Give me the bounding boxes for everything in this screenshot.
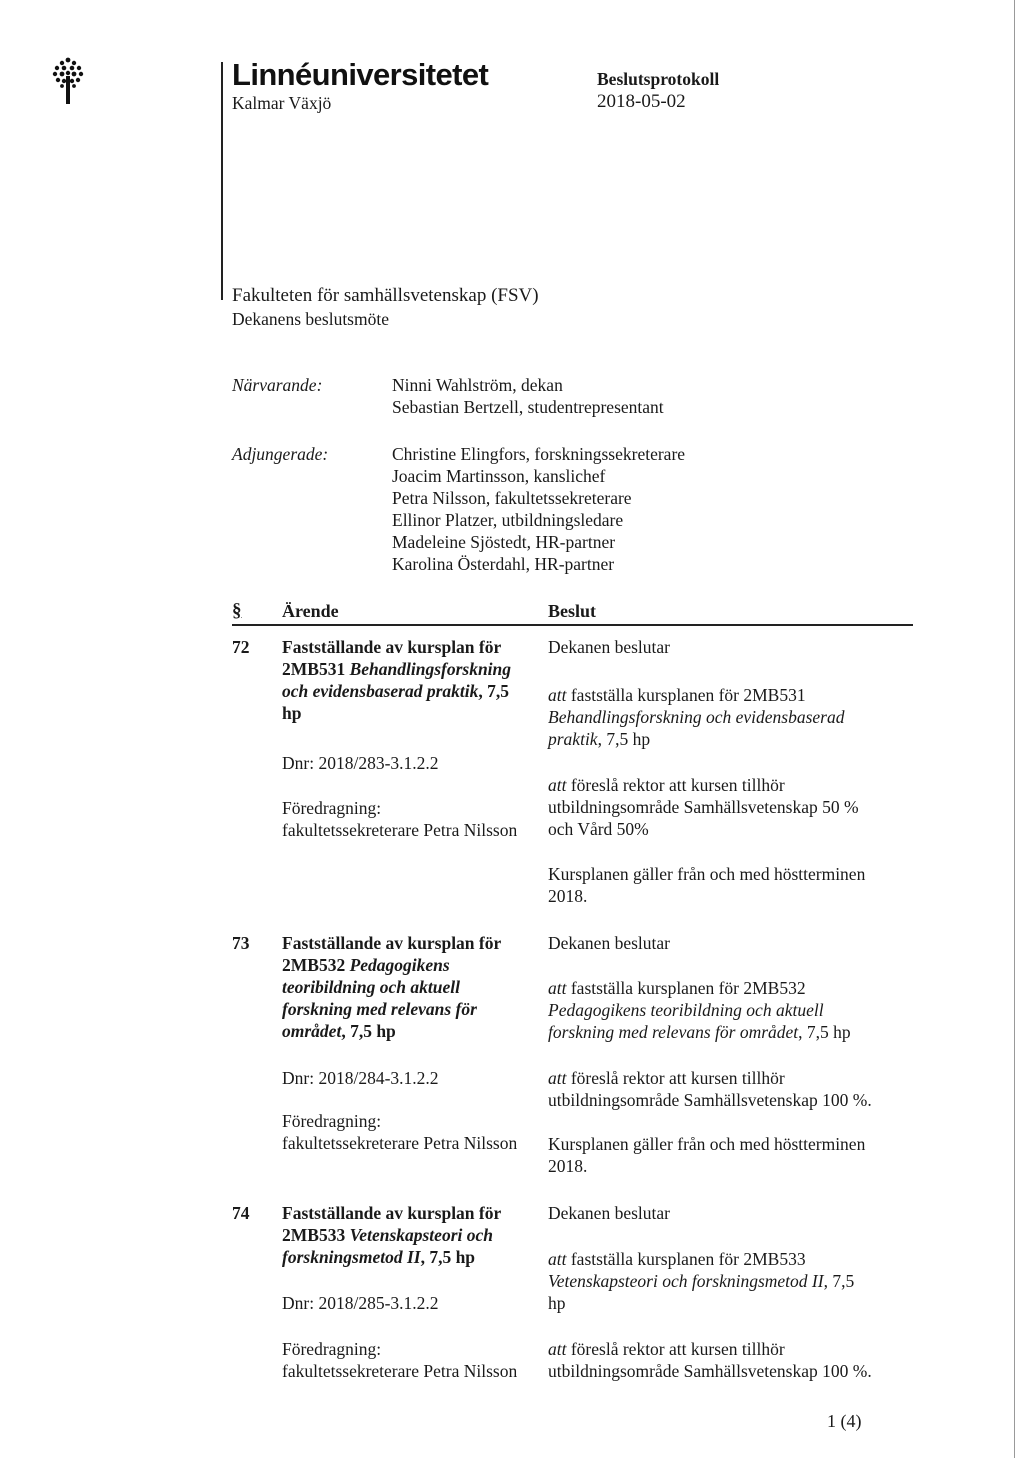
- adjunct-list: [392, 443, 685, 575]
- present-name: Sebastian Bertzell, studentrepresentant: [392, 397, 664, 417]
- title-line: 2MB532 Pedagogikens: [282, 955, 450, 975]
- item-number: 73: [232, 933, 250, 953]
- decision-line: praktik, 7,5 hp: [548, 729, 651, 749]
- decision-line: 2018.: [548, 886, 588, 906]
- decision-paragraph: [548, 863, 865, 907]
- decision-intro: Dekanen beslutar: [548, 637, 670, 657]
- decision-paragraph: [548, 1248, 854, 1314]
- item-number: 72: [232, 637, 250, 657]
- decision-intro: Dekanen beslutar: [548, 1203, 670, 1223]
- column-arende: Ärende: [282, 601, 339, 621]
- item-dnr: Dnr: 2018/284-3.1.2.2: [282, 1068, 439, 1088]
- decision-line: att fastställa kursplanen för 2MB532: [548, 978, 806, 998]
- decision-line: hp: [548, 1293, 566, 1313]
- present-label: Närvarande:: [232, 375, 323, 395]
- decision-line: att fastställa kursplanen för 2MB531: [548, 685, 806, 705]
- decision-line: att föreslå rektor att kursen tillhör: [548, 775, 785, 795]
- decision-line: Kursplanen gäller från och med höstterminen: [548, 864, 866, 884]
- item-dnr: Dnr: 2018/285-3.1.2.2: [282, 1293, 439, 1313]
- item-dnr: Dnr: 2018/283-3.1.2.2: [282, 753, 439, 773]
- decision-paragraph: [548, 1067, 872, 1111]
- item-foredragning: [282, 797, 517, 841]
- item-title: [282, 932, 501, 1042]
- present-list: [392, 374, 664, 418]
- decision-line: Behandlingsforskning och evidensbaserad: [548, 707, 845, 727]
- faculty-name: Fakulteten för samhällsvetenskap (FSV): [232, 285, 539, 306]
- adjunct-name: Madeleine Sjöstedt, HR-partner: [392, 532, 616, 552]
- title-line: hp: [282, 703, 302, 723]
- table-header-rule: [232, 624, 913, 626]
- foredragning-person: fakultetssekreterare Petra Nilsson: [282, 1361, 518, 1381]
- foredragning-person: fakultetssekreterare Petra Nilsson: [282, 820, 518, 840]
- adjunct-name: Karolina Österdahl, HR-partner: [392, 554, 615, 574]
- title-line: 2MB531 Behandlingsforskning: [282, 659, 512, 679]
- decision-line: att fastställa kursplanen för 2MB533: [548, 1249, 806, 1269]
- title-line: forskning med relevans för: [282, 999, 477, 1019]
- adjunct-name: Ellinor Platzer, utbildningsledare: [392, 510, 624, 530]
- doc-date: 2018-05-02: [597, 91, 686, 112]
- item-title: [282, 636, 511, 724]
- decision-line: utbildningsområde Samhällsvetenskap 50 %: [548, 797, 859, 817]
- title-line: och evidensbaserad praktik, 7,5: [282, 681, 510, 701]
- decision-line: Pedagogikens teoribildning och aktuell: [548, 1000, 824, 1020]
- decision-paragraph: [548, 684, 844, 750]
- column-beslut: Beslut: [548, 601, 597, 621]
- decision-line: och Vård 50%: [548, 819, 649, 839]
- doc-type: Beslutsprotokoll: [597, 69, 720, 89]
- foredragning-label: Föredragning:: [282, 1339, 382, 1359]
- decision-paragraph: [548, 774, 859, 840]
- decision-line: att föreslå rektor att kursen tillhör: [548, 1068, 785, 1088]
- decision-line: utbildningsområde Samhällsvetenskap 100 %.: [548, 1361, 872, 1381]
- decision-line: Kursplanen gäller från och med höstterminen: [548, 1134, 866, 1154]
- title-line: teoribildning och aktuell: [282, 977, 460, 997]
- adjunct-name: Joacim Martinsson, kanslichef: [392, 466, 606, 486]
- decision-line: att föreslå rektor att kursen tillhör: [548, 1339, 785, 1359]
- section-symbol: §: [232, 600, 242, 621]
- title-line: 2MB533 Vetenskapsteori och: [282, 1225, 493, 1245]
- foredragning-label: Föredragning:: [282, 1111, 382, 1131]
- header-divider: [221, 62, 223, 300]
- title-line: forskningsmetod II, 7,5 hp: [282, 1247, 476, 1267]
- title-line: Fastställande av kursplan för: [282, 933, 502, 953]
- item-title: [282, 1202, 501, 1268]
- decision-paragraph: [548, 977, 851, 1043]
- org-name: Linnéuniversitetet: [232, 57, 489, 92]
- item-number: 74: [232, 1203, 250, 1223]
- item-foredragning: [282, 1110, 517, 1154]
- title-line: området, 7,5 hp: [282, 1021, 396, 1041]
- title-line: Fastställande av kursplan för: [282, 1203, 502, 1223]
- decision-line: forskning med relevans för området, 7,5 hp: [548, 1022, 851, 1042]
- org-subtitle: Kalmar Växjö: [232, 93, 332, 113]
- decision-line: utbildningsområde Samhällsvetenskap 100 %.: [548, 1090, 872, 1110]
- decision-paragraph: [548, 1338, 872, 1382]
- present-name: Ninni Wahlström, dekan: [392, 375, 563, 395]
- title-line: Fastställande av kursplan för: [282, 637, 502, 657]
- meeting-name: Dekanens beslutsmöte: [232, 309, 389, 329]
- foredragning-label: Föredragning:: [282, 798, 382, 818]
- foredragning-person: fakultetssekreterare Petra Nilsson: [282, 1133, 518, 1153]
- decision-line: Vetenskapsteori och forskningsmetod II, 7,5: [548, 1271, 855, 1291]
- university-logo-icon: [50, 56, 86, 106]
- decision-line: 2018.: [548, 1156, 588, 1176]
- item-foredragning: [282, 1338, 517, 1382]
- adjunct-name: Petra Nilsson, fakultetssekreterare: [392, 488, 632, 508]
- adjunct-name: Christine Elingfors, forskningssekreterare: [392, 444, 686, 464]
- adjunct-label: Adjungerade:: [232, 444, 329, 464]
- page-edge: [1014, 0, 1015, 1458]
- decision-intro: Dekanen beslutar: [548, 933, 670, 953]
- decision-paragraph: [548, 1133, 865, 1177]
- page-number: 1 (4): [827, 1411, 862, 1431]
